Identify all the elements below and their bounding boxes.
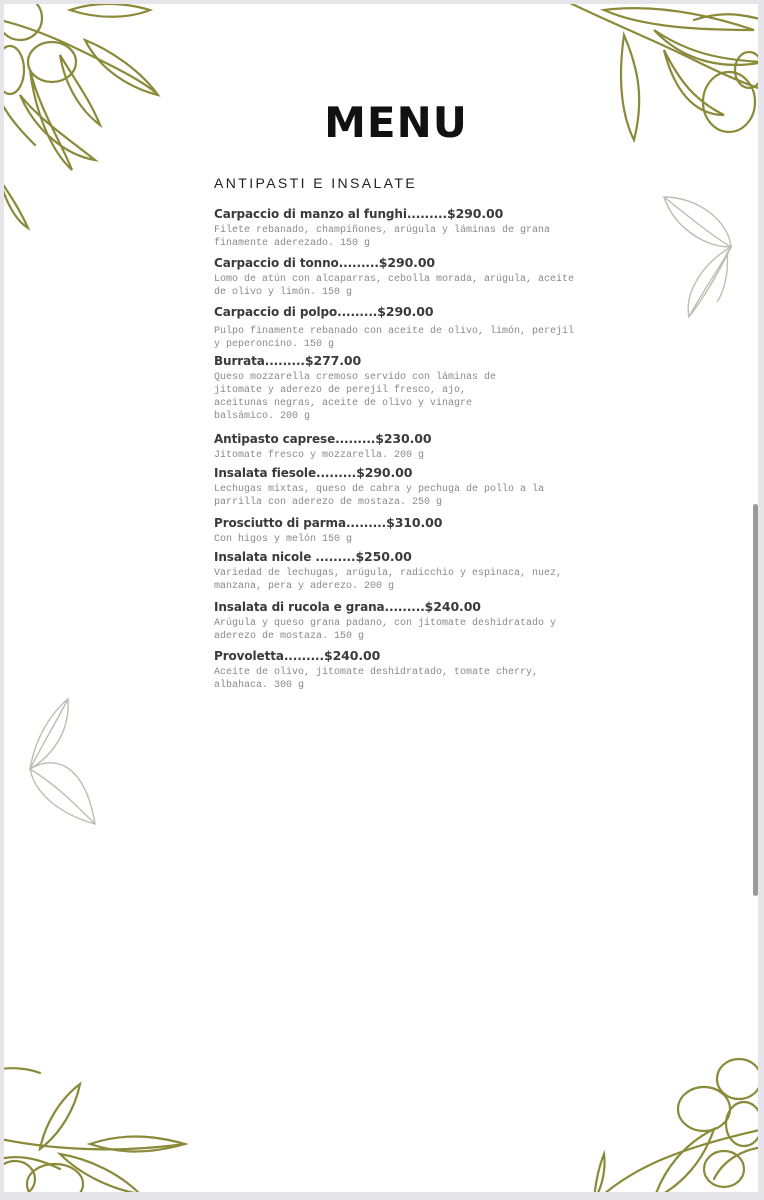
item-description: Arúgula y queso grana padano, con jitomate deshidratado y aderezo de mostaza. 150 g: [214, 618, 557, 642]
list-item: [214, 353, 496, 423]
olive-branch-icon: [594, 1049, 758, 1192]
menu-page: [4, 4, 758, 1192]
item-name: Insalata nicole .........: [214, 550, 356, 564]
item-description: Filete rebanado, champiñones, arúgula y láminas de grana finamente aderezado. 150 g: [214, 225, 551, 249]
list-item: [214, 255, 574, 299]
item-description: Variedad de lechugas, arúgula, radicchio y espinaca, nuez, manzana, pera y aderezo. 200 g: [214, 568, 563, 592]
item-description: Queso mozzarella cremoso servido con láminas de jitomate y aderezo de perejil fresco, ajo, aceitunas negras, aceite de olivo y vinagre balsámico. 200 g: [214, 372, 497, 422]
list-item: [214, 431, 431, 462]
item-name: Prosciutto di parma.........: [214, 516, 387, 530]
list-item: [214, 206, 550, 250]
item-price: $290.00: [356, 465, 413, 480]
list-item: [214, 599, 556, 643]
item-price: $250.00: [355, 549, 412, 564]
item-price: $230.00: [375, 431, 432, 446]
item-description: Aceite de olivo, jitomate deshidratado, tomate cherry, albahaca. 300 g: [214, 667, 539, 691]
olive-branch-icon: [4, 1059, 190, 1192]
item-name: Insalata di rucola e grana.........: [214, 600, 425, 614]
item-name: Carpaccio di polpo.........: [214, 305, 378, 319]
section-heading: ANTIPASTI E INSALATE: [214, 175, 418, 191]
basil-leaf-icon: [659, 192, 739, 322]
item-description: Lechugas mixtas, queso de cabra y pechuga de pollo a la parrilla con aderezo de mostaza. 250 g: [214, 484, 545, 508]
item-description: Lomo de atún con alcaparras, cebolla morada, arúgula, aceite de olivo y limón. 150 g: [214, 274, 575, 298]
item-price: $310.00: [386, 515, 443, 530]
item-name: Burrata.........: [214, 354, 305, 368]
item-description: Jitomate fresco y mozzarella. 200 g: [214, 450, 425, 461]
item-name: Carpaccio di tonno.........: [214, 256, 379, 270]
item-name: Provoletta.........: [214, 649, 324, 663]
item-description: Pulpo finamente rebanado con aceite de olivo, limón, perejil y peperoncino. 150 g: [214, 326, 575, 350]
list-item: [214, 515, 442, 546]
list-item: [214, 549, 562, 593]
basil-leaf-icon: [20, 694, 100, 829]
list-item: [214, 465, 544, 509]
page-title: MENU: [324, 98, 468, 147]
item-name: Antipasto caprese.........: [214, 432, 376, 446]
item-price: $240.00: [424, 599, 481, 614]
item-name: Carpaccio di manzo al funghi.........: [214, 207, 447, 221]
list-item: [214, 304, 574, 351]
item-name: Insalata fiesole.........: [214, 466, 357, 480]
item-description: Con higos y melón 150 g: [214, 534, 353, 545]
scrollbar[interactable]: [753, 504, 758, 896]
item-price: $290.00: [377, 304, 434, 319]
item-price: $277.00: [304, 353, 362, 368]
item-price: $240.00: [323, 648, 381, 663]
item-price: $290.00: [378, 255, 436, 270]
item-price: $290.00: [446, 206, 504, 221]
list-item: [214, 648, 538, 692]
